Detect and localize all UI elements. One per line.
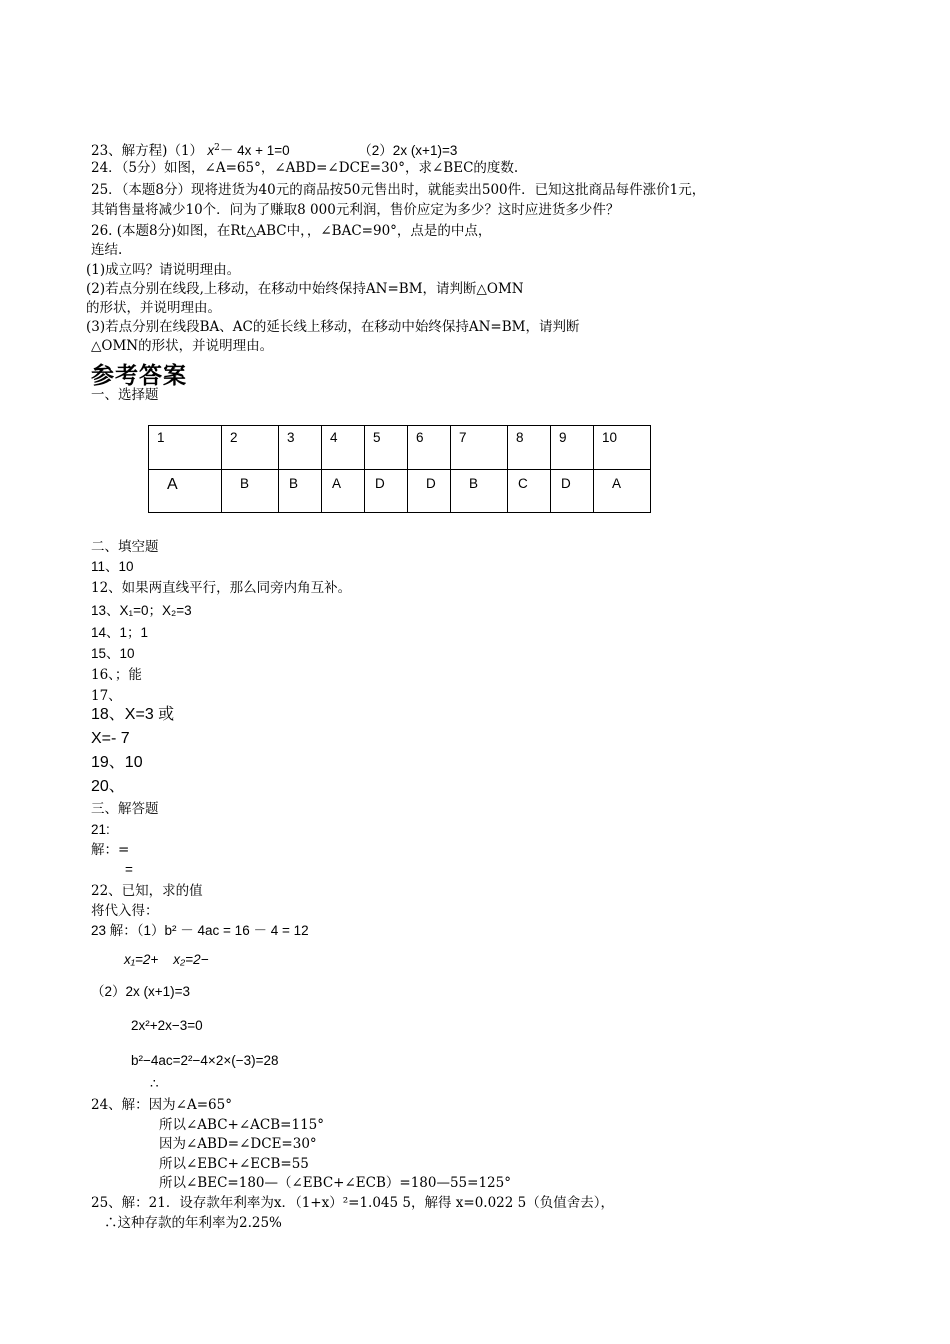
- answer-23-line2: x₁=2+ x₂=2−: [124, 952, 209, 967]
- problem-26-q3a: (3)若点分别在线段BA、AC的延长线上移动，在移动中始终保持AN=BM，请判断: [86, 319, 580, 335]
- table-value-cell: A: [167, 476, 178, 493]
- answer-23-line1: 23 解：（1）b² － 4ac = 16 － 4 = 12: [91, 923, 309, 938]
- table-header-cell: 1: [157, 430, 165, 445]
- answer-18-line2: X=- 7: [91, 730, 130, 747]
- table-value-cell: B: [240, 476, 250, 491]
- answer-17: 17、: [91, 688, 122, 704]
- table-header-cell: 7: [459, 430, 467, 445]
- answer-14: 14、1；1: [91, 625, 149, 640]
- table-value-cell: C: [518, 476, 528, 491]
- answer-15: 15、10: [91, 646, 135, 661]
- table-value-cell: D: [561, 476, 571, 491]
- problem-26-q2b: 的形状，并说明理由。: [86, 300, 221, 316]
- table-value-cell: A: [612, 476, 622, 491]
- table-header-cell: 2: [230, 430, 238, 445]
- table-value-cell: B: [289, 476, 299, 491]
- answer-25-line2: ∴这种存款的年利率为2.25%: [104, 1215, 282, 1231]
- table-row: [149, 426, 651, 470]
- problem-26-line1: 26. (本题8分)如图，在Rt△ABC中，，∠BAC=90°，点是的中点，: [91, 223, 492, 239]
- answer-table: [148, 425, 651, 513]
- answer-21-line2: =: [125, 862, 133, 877]
- table-row: [149, 470, 651, 513]
- section-solve: 三、解答题: [91, 801, 159, 817]
- answer-24-line4: 所以∠EBC+∠ECB=55: [159, 1156, 309, 1172]
- table-header-cell: 9: [559, 430, 567, 445]
- answer-11: 11、10: [91, 559, 134, 574]
- answer-23-line3: （2）2x (x+1)=3: [91, 984, 191, 999]
- answer-24-line5: 所以∠BEC=180—（∠EBC+∠ECB）=180—55=125°: [159, 1175, 511, 1191]
- answers-heading: 参考答案: [91, 363, 187, 389]
- answer-24-line2: 所以∠ABC+∠ACB=115°: [159, 1117, 325, 1133]
- table-value-cell: D: [426, 476, 436, 491]
- answer-19: 19、10: [91, 754, 143, 771]
- problem-25-line1: 25．（本题8分）现将进货为40元的商品按50元售出时，就能卖出500件．已知这批商品每件涨价1元，: [91, 182, 706, 198]
- answer-23-line5: b²−4ac=2²−4×2×(−3)=28: [131, 1053, 279, 1068]
- answer-24-line3: 因为∠ABD=∠DCE=30°: [159, 1136, 317, 1152]
- problem-26-q1: (1)成立吗？请说明理由。: [86, 262, 241, 278]
- answer-13: 13、X₁=0；X₂=3: [91, 603, 192, 618]
- table-header-cell: 3: [287, 430, 295, 445]
- answer-24-line1: 24、解：因为∠A=65°: [91, 1097, 232, 1113]
- table-value-cell: D: [375, 476, 385, 491]
- answer-22: 22、已知，求的值: [91, 883, 203, 899]
- answer-25-line1: 25、解：21．设存款年利率为x．（1+x）²=1.045 5，解得 x=0.022 5（负值舍去），: [91, 1195, 614, 1211]
- problem-26-q2a: (2)若点分别在线段,上移动，在移动中始终保持AN=BM，请判断△OMN: [86, 281, 524, 297]
- answer-20: 20、: [91, 778, 125, 795]
- problem-24: 24．（5分）如图，∠A=65°，∠ABD=∠DCE=30°，求∠BEC的度数.: [91, 160, 519, 176]
- answer-16: 16、；能: [91, 667, 142, 683]
- answer-22-line1: 将代入得：: [91, 903, 159, 919]
- answer-23-line4: 2x²+2x−3=0: [131, 1018, 203, 1033]
- section-fill: 二、填空题: [91, 539, 159, 555]
- answer-12: 12、如果两直线平行，那么同旁内角互补。: [91, 580, 352, 596]
- answer-21: 21:: [91, 822, 110, 837]
- table-header-cell: 8: [516, 430, 524, 445]
- problem-26-line2: 连结.: [91, 242, 123, 258]
- table-header-cell: 10: [602, 430, 618, 445]
- table-header-cell: 5: [373, 430, 381, 445]
- table-header-cell: 4: [330, 430, 338, 445]
- table-value-cell: A: [332, 476, 342, 491]
- table-header-cell: 6: [416, 430, 424, 445]
- problem-25-line2: 其销售量将减少10个．问为了赚取8 000元利润，售价应定为多少？这时应进货多少件？: [91, 202, 620, 218]
- answer-18-line1: 18、X=3 或: [91, 706, 175, 723]
- answer-23-line6: ∴: [150, 1076, 159, 1092]
- answer-21-line1: 解：=: [91, 842, 130, 858]
- problem-23: 23、解方程)（1） $x^2- 4x + 1=0$ （2）2x (x+1)=3: [91, 143, 458, 159]
- section-choice: 一、选择题: [91, 387, 159, 403]
- table-value-cell: B: [469, 476, 479, 491]
- problem-26-q3b: △OMN的形状，并说明理由。: [91, 338, 274, 354]
